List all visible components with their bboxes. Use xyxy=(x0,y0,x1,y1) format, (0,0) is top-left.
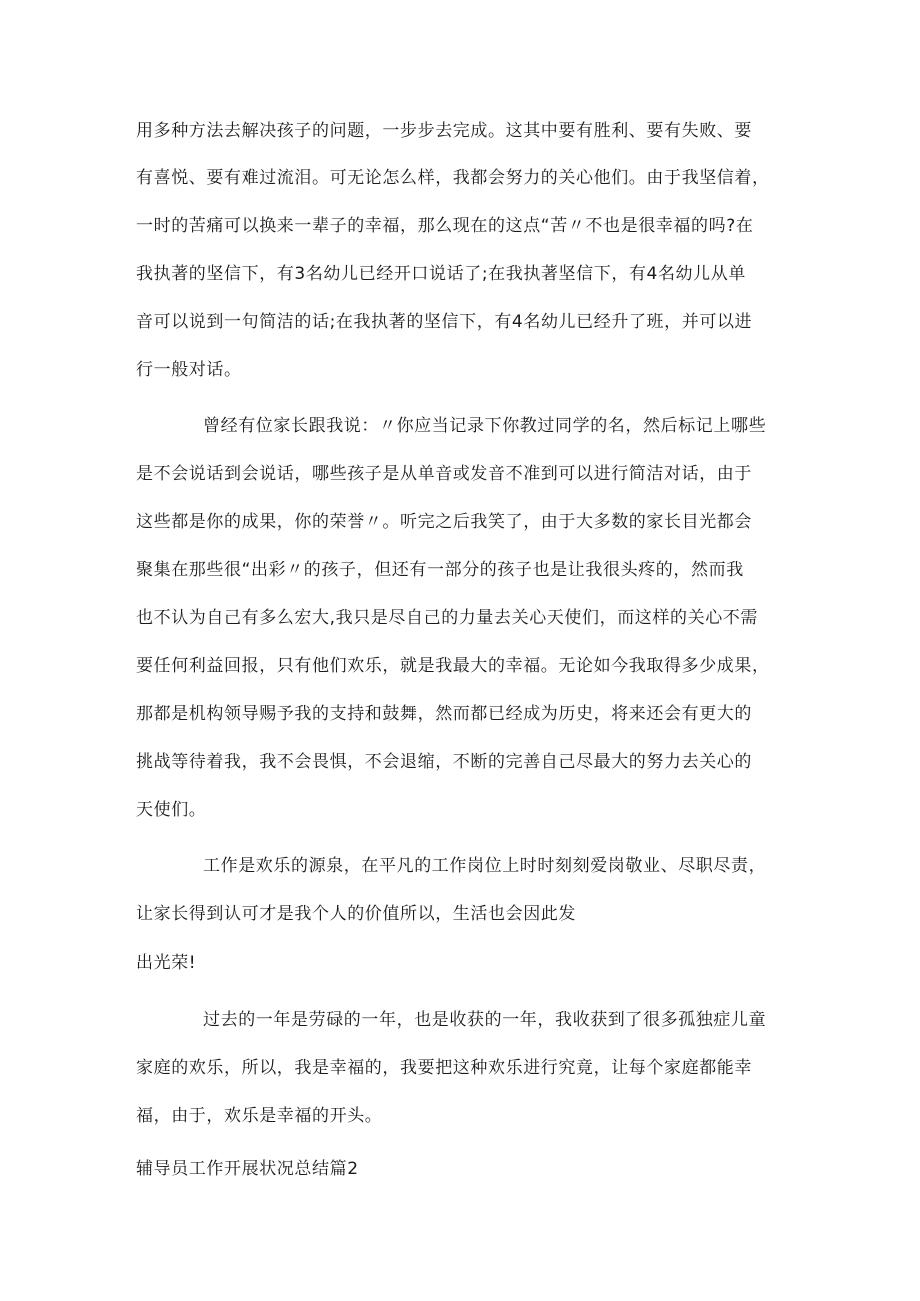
paragraph-line: 一时的苦痛可以换来一辈子的幸福，那么现在的这点“苦〃不也是很幸福的吗?在 xyxy=(136,216,754,236)
paragraph-line: 要任何利益回报，只有他们欢乐，就是我最大的幸福。无论如今我取得多少成果， xyxy=(136,656,770,676)
paragraph-line: 家庭的欢乐，所以，我是幸福的，我要把这种欢乐进行究竟，让每个家庭都能幸 xyxy=(136,1058,752,1078)
paragraph-line: 工作是欢乐的源泉，在平凡的工作岗位上时时刻刻爱岗敬业、尽职尽责， xyxy=(203,856,767,876)
paragraph-line: 曾经有位家长跟我说：〃你应当记录下你教过同学的名，然后标记上哪些 xyxy=(203,416,767,436)
paragraph-line: 让家长得到认可才是我个人的价值所以，生活也会因此发 xyxy=(136,904,576,924)
paragraph-line: 音可以说到一句简洁的话;在我执著的坚信下，有4名幼儿已经升了班，并可以进 xyxy=(136,312,753,332)
paragraph-line: 是不会说话到会说话，哪些孩子是从单音或发音不准到可以进行简洁对话，由于 xyxy=(136,464,752,484)
paragraph-line: 也不认为自己有多么宏大,我只是尽自己的力量去关心天使们，而这样的关心不需 xyxy=(136,608,759,628)
paragraph-line: 我执著的坚信下，有3名幼儿已经开口说话了;在我执著坚信下，有4名幼儿从单 xyxy=(136,264,746,284)
paragraph-line: 这些都是你的成果，你的荣誉〃。听完之后我笑了，由于大多数的家长目光都会 xyxy=(136,512,752,532)
paragraph-line: 聚集在那些很“出彩〃的孩子，但还有一部分的孩子也是让我很头疼的，然而我 xyxy=(136,560,744,580)
paragraph-line: 挑战等待着我，我不会畏惧，不会退缩，不断的完善自己尽最大的努力去关心的 xyxy=(136,752,752,772)
paragraph-line: 有喜悦、要有难过流泪。可无论怎么样，我都会努力的关心他们。由于我坚信着， xyxy=(136,168,770,188)
paragraph-line: 用多种方法去解决孩子的问题，一步步去完成。这其中要有胜利、要有失败、要 xyxy=(136,121,752,141)
section-heading: 辅导员工作开展状况总结篇2 xyxy=(136,1159,359,1179)
paragraph-line: 福，由于，欢乐是幸福的开头。 xyxy=(136,1106,383,1126)
paragraph-line: 那都是机构领导赐予我的支持和鼓舞，然而都已经成为历史，将来还会有更大的 xyxy=(136,704,752,724)
paragraph-line: 行一般对话。 xyxy=(136,360,242,380)
paragraph-line: 过去的一年是劳碌的一年，也是收获的一年，我收获到了很多孤独症儿童 xyxy=(203,1010,767,1030)
paragraph-line: 天使们。 xyxy=(136,800,207,820)
paragraph-line: 出光荣! xyxy=(136,953,197,973)
